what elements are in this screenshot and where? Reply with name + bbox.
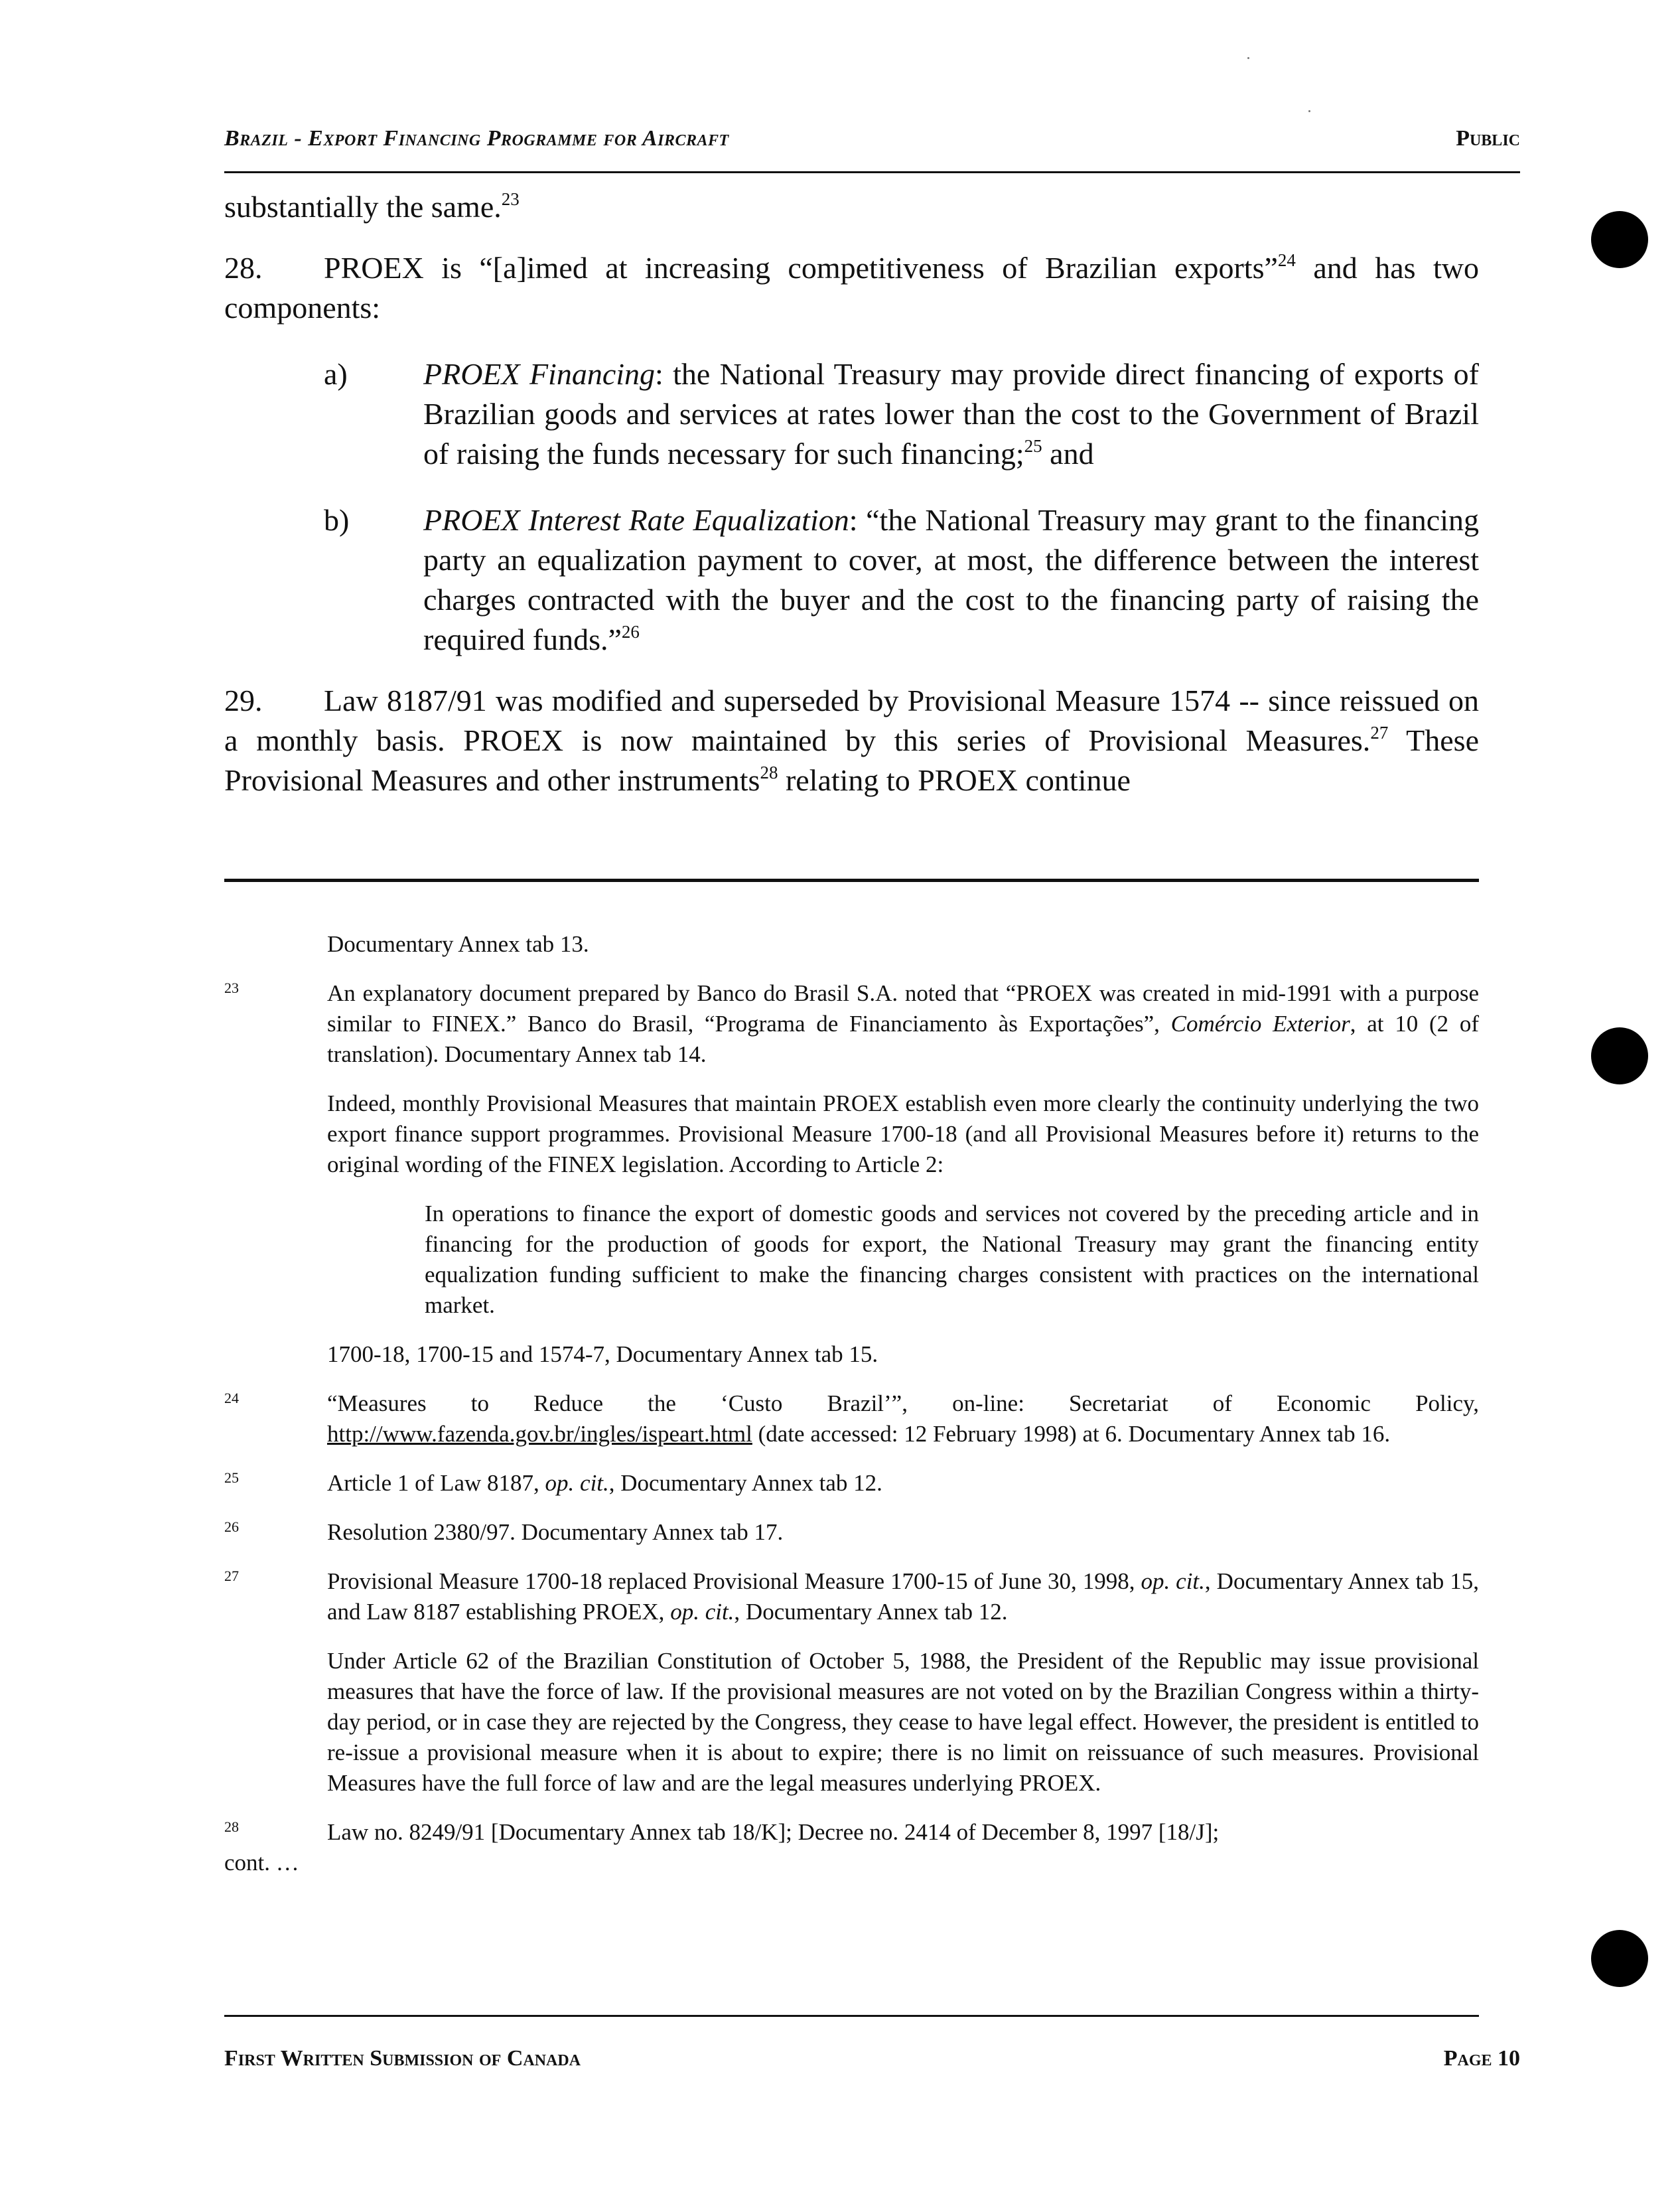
footnote-23: 23 An explanatory document prepared by Banco do Brasil S.A. noted that “PROEX was created in mid-1991 with a purpose similar to FINEX.” Banco do Brasil, “Programa de Financiamento às Exportações”, Comércio Exterior, at 10 (2 of translation). Documentary Annex tab 14. <box>224 980 1479 1067</box>
footnote-number: 24 <box>224 1390 239 1406</box>
scan-speck <box>1308 110 1310 112</box>
footnote-number: 23 <box>224 980 239 996</box>
list-item-b: b) PROEX Interest Rate Equalization: “the National Treasury may grant to the financing party an equalization payment to cover, at most, the difference between the interest charges contracted with the buyer and the cost to the financing party of raising the required funds.”$^{26}$ <box>224 500 1479 660</box>
item-label: b) <box>324 503 350 537</box>
footer-title: First Written Submission of Canada <box>224 2046 581 2071</box>
item-title: PROEX Financing <box>423 357 656 391</box>
paragraph-number: 29. <box>224 684 263 717</box>
footnote-28: 28 Law no. 8249/91 [Documentary Annex tab 18/K]; Decree no. 2414 of December 8, 1997 [18/J]; <box>224 1818 1220 1845</box>
footnotes <box>224 929 1479 1878</box>
footnote-separator <box>224 879 1479 882</box>
footnote-ref: 27 <box>1370 722 1389 743</box>
footnote-ref: 24 <box>1277 250 1296 270</box>
footnote-24: 24 “Measures to Reduce the ‘Custo Brazil’”, on-line: Secretariat of Economic Policy, http://www.fazenda.gov.br/ingles/ispeart.html (date accessed: 12 February 1998) at 6. Documentary Annex tab 16. <box>224 1390 1479 1447</box>
carryover-text: substantially the same.$^{23}$ <box>224 188 520 224</box>
block-quote: In operations to finance the export of domestic goods and services not covered by the preceding article and in financing for the production of goods for export, the National Treasury may grant the financing entity equalization funding sufficient to make the financing charges consistent with practices on the international market. <box>425 1201 1479 1318</box>
footnote-23-after-quote: 1700-18, 1700-15 and 1574-7, Documentary Annex tab 15. <box>327 1341 878 1367</box>
running-header <box>224 126 1520 159</box>
footnote-26: 26 Resolution 2380/97. Documentary Annex tab 17. <box>224 1518 784 1545</box>
footnote-ref: 28 <box>760 762 778 782</box>
list-item-a: a) PROEX Financing: the National Treasury may provide direct financing of exports of Brazilian goods and services at rates lower than the cost to the Government of Brazil of raising the funds necessary for such financing;$^{25}$ and <box>224 354 1479 474</box>
punch-hole-bottom <box>1591 1930 1648 1987</box>
paragraph-29: 29. Law 8187/91 was modified and superseded by Provisional Measure 1574 -- since reissued on a monthly basis. PROEX is now maintained by this series of Provisional Measures.$^{27}$ These Provisional Measures and other instruments$^{28}$ relating to PROEX continue <box>224 681 1479 800</box>
footnote-25: 25 Article 1 of Law 8187, op. cit., Documentary Annex tab 12. <box>224 1469 882 1496</box>
paragraph-number: 28. <box>224 251 263 285</box>
header-rule <box>224 171 1520 173</box>
punch-hole-middle <box>1591 1027 1648 1084</box>
running-footer <box>224 2046 1520 2079</box>
scan-speck <box>1247 57 1249 59</box>
paragraph-28: 28. PROEX is “[a]imed at increasing competitiveness of Brazilian exports”$^{24}$ and has two components: <box>224 248 1479 328</box>
footnote-ref: 26 <box>621 621 640 642</box>
footnote-number: 27 <box>224 1568 239 1584</box>
continued-marker: cont. … <box>224 1850 299 1876</box>
item-title: PROEX Interest Rate Equalization <box>423 503 849 537</box>
footnote-ref: 25 <box>1024 435 1042 456</box>
source-link[interactable]: http://www.fazenda.gov.br/ingles/ispeart.html <box>327 1421 752 1447</box>
item-label: a) <box>324 357 348 391</box>
footer-rule <box>224 2015 1479 2017</box>
footnote-ref: 23 <box>501 188 520 209</box>
footnote-carryover: Documentary Annex tab 13. <box>327 931 589 957</box>
header-classification: Public <box>1456 126 1520 151</box>
footnote-number: 26 <box>224 1518 239 1535</box>
header-title: Brazil - Export Financing Programme for Aircraft <box>224 126 729 151</box>
footnote-number: 25 <box>224 1469 239 1486</box>
footnote-27-continuation: Under Article 62 of the Brazilian Constitution of October 5, 1988, the President of the Republic may issue provisional measures that have the force of law. If the provisional measures are not voted on by the Brazilian Congress within a thirty-day period, or in case they are rejected by the Congress, they cease to have legal effect. However, the president is entitled to re-issue a provisional measure when it is about to expire; there is no limit on reissuance of such measures. Provisional Measures have the full force of law and are the legal measures underlying PROEX. <box>327 1648 1479 1796</box>
page-number: Page 10 <box>1443 2046 1520 2071</box>
footnote-23-continuation: Indeed, monthly Provisional Measures that maintain PROEX establish even more clearly the continuity underlying the two export finance support programmes. Provisional Measure 1700-18 (and all Provisional Measures before it) returns to the original wording of the FINEX legislation. According to Article 2: <box>327 1090 1479 1177</box>
footnote-number: 28 <box>224 1818 239 1835</box>
footnote-27: 27 Provisional Measure 1700-18 replaced Provisional Measure 1700-15 of June 30, 1998, op. cit., Documentary Annex tab 15, and Law 8187 establishing PROEX, op. cit., Documentary Annex tab 12. <box>224 1568 1480 1625</box>
body-text <box>224 187 1479 800</box>
punch-hole-top <box>1591 211 1648 268</box>
